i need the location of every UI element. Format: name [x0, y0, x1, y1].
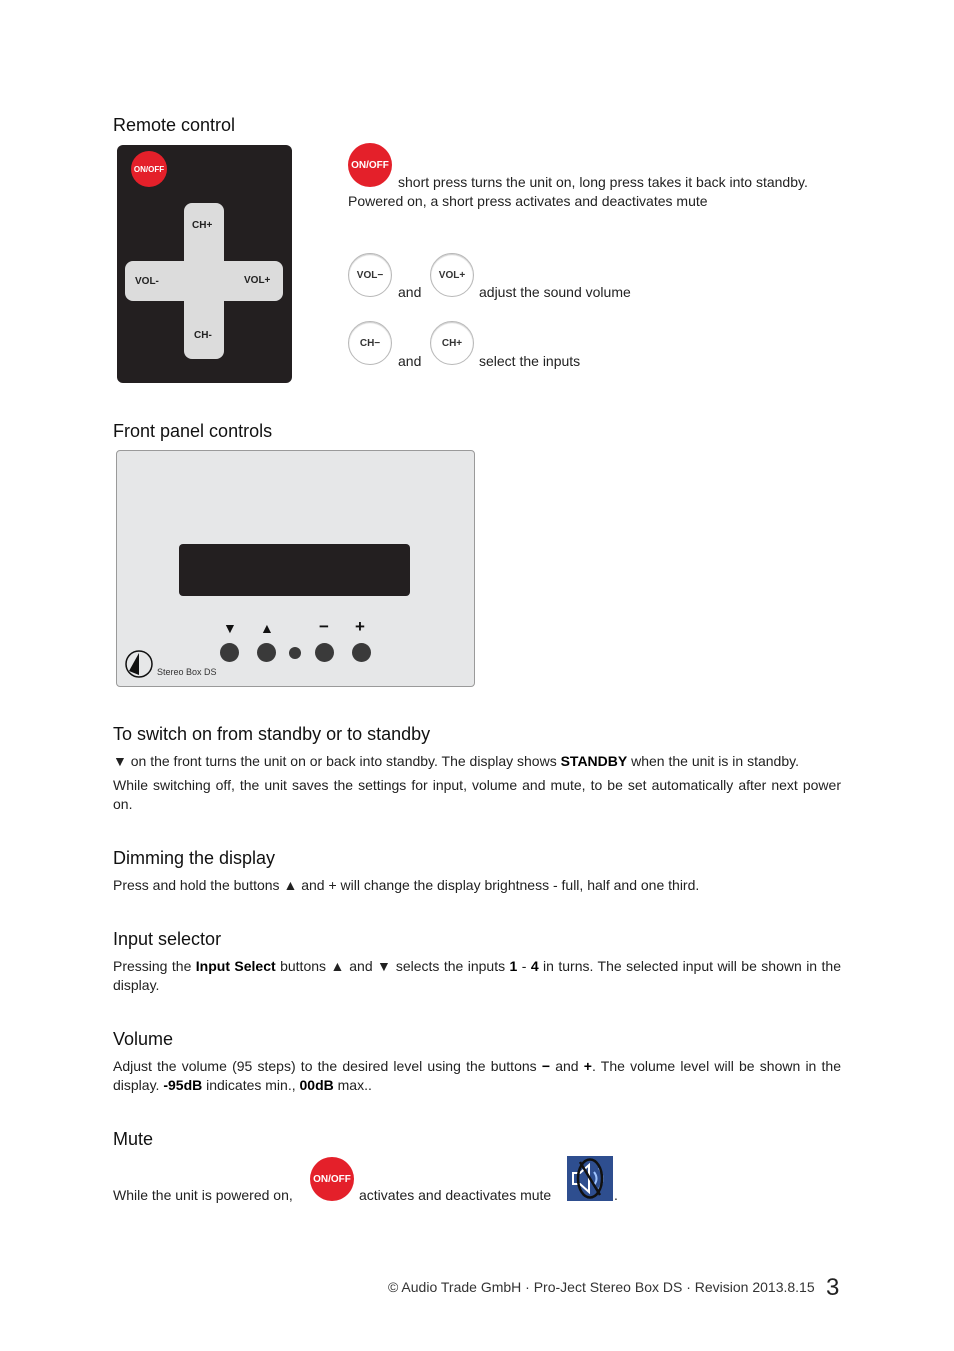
front-led-indicator: [289, 647, 301, 659]
front-up-button: [257, 643, 276, 662]
pro-ject-logo-icon: [123, 649, 155, 679]
dimming-heading: Dimming the display: [113, 848, 276, 868]
front-plus-symbol: +: [355, 617, 365, 636]
vol-minus-button-icon: VOL−: [348, 253, 392, 297]
front-plus-button: [352, 643, 371, 662]
front-minus-button: [315, 643, 334, 662]
standby-paragraph-1: ▼ on the front turns the unit on or back into standby. The display shows STANDBY when the unit is in standby.: [113, 753, 799, 769]
onoff-description-1: short press turns the unit on, long press takes it back into standby.: [398, 174, 808, 190]
onoff-description-2: Powered on, a short press activates and deactivates mute: [348, 193, 708, 209]
front-down-button: [220, 643, 239, 662]
page-number: 3: [826, 1274, 840, 1301]
mute-text-a: While the unit is powered on,: [113, 1187, 293, 1203]
remote-vol-plus-label: VOL+: [244, 275, 271, 286]
standby-heading: To switch on from standby or to standby: [113, 724, 431, 744]
mute-text-b: activates and deactivates mute: [359, 1187, 552, 1203]
remote-onoff-button: ON/OFF: [131, 151, 167, 187]
mute-text-c: .: [614, 1187, 618, 1203]
front-brand-label: Stereo Box DS: [157, 667, 217, 677]
remote-ch-minus-label: CH-: [194, 330, 212, 341]
mute-heading: Mute: [113, 1129, 154, 1149]
onoff-button-icon: ON/OFF: [348, 143, 392, 187]
and-text-2: and: [398, 353, 422, 369]
ch-plus-button-icon: CH+: [430, 321, 474, 365]
front-up-symbol: ▲: [260, 620, 274, 636]
front-panel-display: [179, 544, 410, 596]
volume-paragraph: Adjust the volume (95 steps) to the desired level using the buttons − and +. The volume level will be shown in the display. -95dB indicates min., 00dB max..: [113, 1058, 841, 1093]
dimming-paragraph: Press and hold the buttons ▲ and + will change the display brightness - full, half and one third.: [113, 877, 700, 893]
front-panel-heading: Front panel controls: [113, 421, 273, 441]
remote-vol-minus-label: VOL-: [135, 276, 159, 287]
remote-ch-plus-label: CH+: [192, 220, 213, 231]
ch-minus-button-icon: CH−: [348, 321, 392, 365]
mute-onoff-button-icon: ON/OFF: [310, 1157, 354, 1201]
front-minus-symbol: −: [319, 617, 329, 636]
page-footer: © Audio Trade GmbH · Pro-Ject Stereo Box DS · Revision 2013.8.15: [388, 1279, 815, 1295]
input-selector-heading: Input selector: [113, 929, 222, 949]
ch-description: select the inputs: [479, 353, 581, 369]
and-text-1: and: [398, 284, 422, 300]
input-selector-paragraph: Pressing the Input Select buttons ▲ and ▼ selects the inputs 1 - 4 in turns. The selected input will be shown in the display.: [113, 958, 841, 993]
front-down-symbol: ▼: [223, 620, 237, 636]
vol-plus-button-icon: VOL+: [430, 253, 474, 297]
volume-heading: Volume: [113, 1029, 174, 1049]
standby-paragraph-2: While switching off, the unit saves the settings for input, volume and mute, to be set automatically after next power on.: [113, 777, 841, 812]
vol-description: adjust the sound volume: [479, 284, 631, 300]
mute-speaker-icon: [567, 1156, 613, 1201]
remote-control-heading: Remote control: [113, 115, 236, 135]
